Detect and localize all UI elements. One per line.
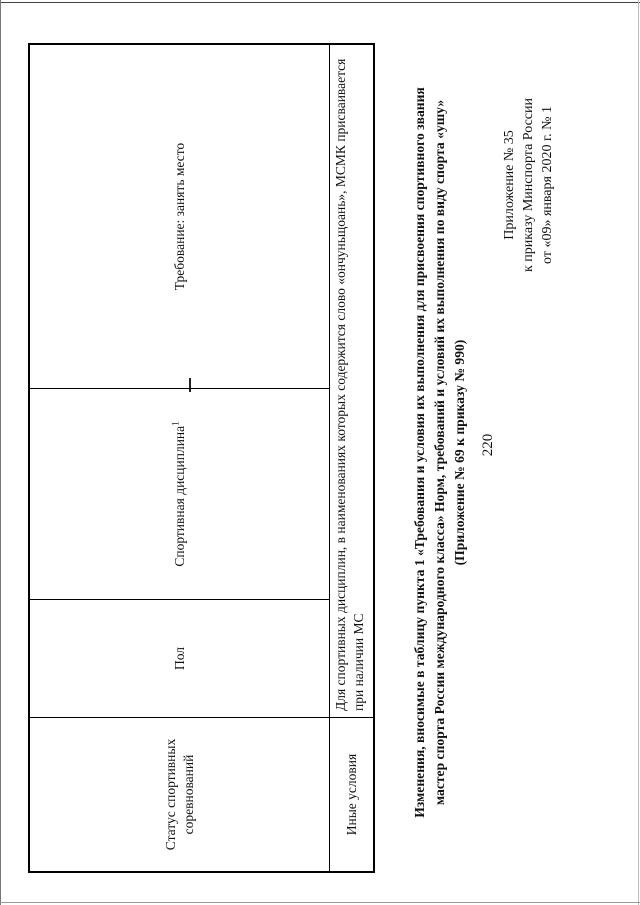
- requirements-table: [28, 43, 375, 873]
- header-requirement: [30, 45, 329, 389]
- row-text-cell: [330, 45, 374, 718]
- heading-line-3: (Приложение № 69 к приказу № 990): [452, 339, 467, 566]
- row-label: Иные условия: [344, 753, 359, 836]
- header-requirement-label: Требование: занять место: [171, 142, 187, 291]
- header-status-label: Статус спортивных соревнований: [162, 738, 196, 851]
- table-row: [329, 45, 374, 871]
- table-header-row: [30, 45, 329, 871]
- header-discipline: [30, 389, 329, 600]
- row-text: Для спортивных дисциплин, в наименованиях которых содержится слово «ончуньщоань», МСМК присваивается при наличии МС: [333, 58, 366, 711]
- row-label-cell: [330, 718, 374, 871]
- header-sex: [30, 600, 329, 718]
- appendix-line-2: к приказу Минспорта России: [521, 98, 536, 272]
- appendix-line-1: Приложение № 35: [502, 130, 517, 240]
- header-sex-label: Пол: [171, 646, 187, 671]
- appendix-block: [500, 55, 557, 315]
- heading-line-2: мастер спорта России международного класса» Норм, требований и условий их выполнения по виду спорта «ушу»: [432, 99, 447, 806]
- header-status: [30, 718, 329, 871]
- header-discipline-label: Спортивная дисциплина: [171, 425, 187, 567]
- heading-line-1: Изменения, вносимые в таблицу пункта 1 «Требования и условия их выполнения для присвоения спортивного звания: [412, 87, 427, 818]
- footnote-marker: 1: [170, 421, 180, 426]
- appendix-line-3: от «09» января 2020 г. № 1: [540, 106, 555, 264]
- document-heading: [410, 25, 470, 880]
- header-discipline-text: [171, 421, 189, 566]
- page-number: 220: [480, 433, 496, 457]
